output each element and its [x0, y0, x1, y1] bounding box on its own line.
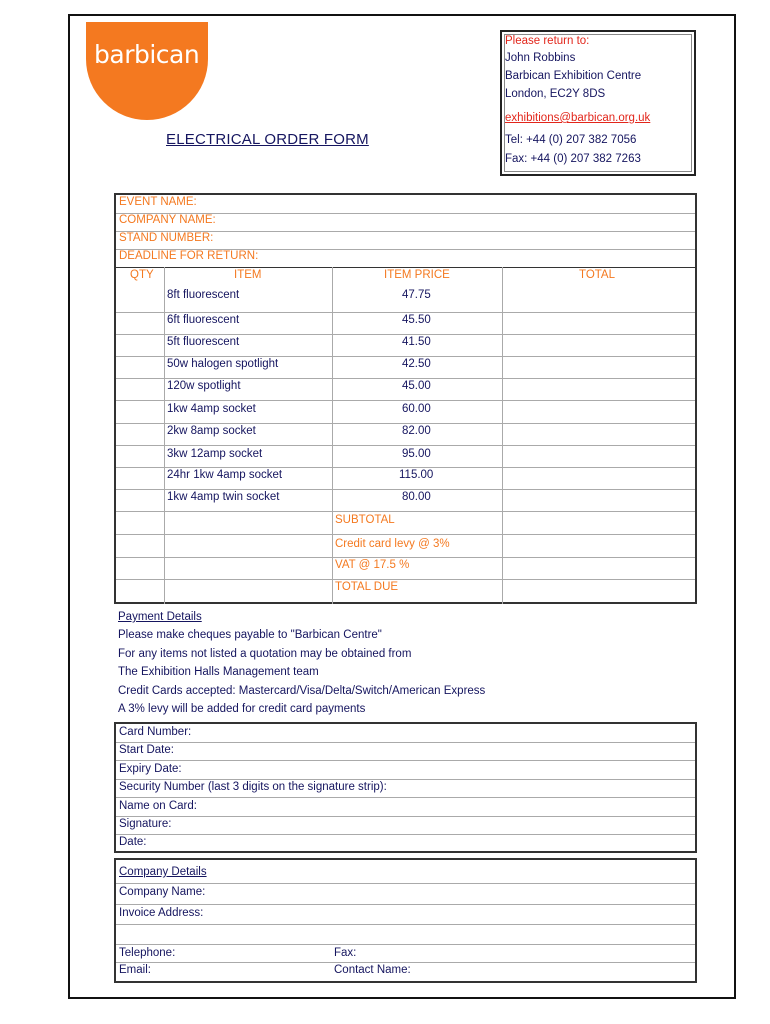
- row-item: 8ft fluorescent: [167, 289, 240, 301]
- return-tel: Tel: +44 (0) 207 382 7056: [505, 134, 637, 146]
- row-item: 6ft fluorescent: [167, 314, 240, 326]
- row-price: 82.00: [402, 425, 431, 437]
- row-price: 42.50: [402, 358, 431, 370]
- start-date-field[interactable]: Start Date:: [119, 744, 174, 756]
- row-divider: [116, 356, 695, 357]
- header-total: TOTAL: [579, 269, 615, 281]
- page-title: ELECTRICAL ORDER FORM: [166, 131, 369, 148]
- divider: [116, 797, 695, 798]
- divider: [116, 760, 695, 761]
- row-divider: [116, 423, 695, 424]
- column-divider: [164, 267, 165, 604]
- row-item: 24hr 1kw 4amp socket: [167, 469, 283, 481]
- row-divider: [116, 312, 695, 313]
- divider: [116, 904, 695, 905]
- payment-line-levy: A 3% levy will be added for credit card payments: [118, 703, 366, 715]
- fax-field[interactable]: Fax:: [334, 947, 357, 959]
- column-divider: [502, 267, 503, 604]
- divider: [116, 962, 695, 963]
- divider: [116, 834, 695, 835]
- return-address-box: [500, 30, 696, 176]
- column-divider: [332, 267, 333, 604]
- row-price: 60.00: [402, 403, 431, 415]
- expiry-date-field[interactable]: Expiry Date:: [119, 763, 182, 775]
- divider: [116, 883, 695, 884]
- return-org: Barbican Exhibition Centre: [505, 70, 642, 82]
- row-item: 1kw 4amp twin socket: [167, 491, 280, 503]
- stand-number-field[interactable]: STAND NUMBER:: [119, 232, 214, 244]
- row-price: 115.00: [399, 469, 434, 481]
- company-details-box: [114, 858, 697, 983]
- divider: [116, 924, 695, 925]
- row-price: 45.50: [402, 314, 431, 326]
- return-fax: Fax: +44 (0) 207 382 7263: [505, 153, 641, 165]
- payment-line-cards: Credit Cards accepted: Mastercard/Visa/Delta/Switch/American Express: [118, 685, 486, 697]
- row-divider: [116, 579, 695, 580]
- return-name: John Robbins: [505, 52, 576, 64]
- row-divider: [116, 489, 695, 490]
- invoice-address-field[interactable]: Invoice Address:: [119, 907, 204, 919]
- subtotal-label: SUBTOTAL: [335, 514, 395, 526]
- row-price: 95.00: [402, 448, 431, 460]
- row-item: 5ft fluorescent: [167, 336, 240, 348]
- row-item: 1kw 4amp socket: [167, 403, 256, 415]
- credit-card-levy-label: Credit card levy @ 3%: [335, 538, 450, 550]
- row-divider: [116, 334, 695, 335]
- header-item: ITEM: [234, 269, 262, 281]
- row-item: 50w halogen spotlight: [167, 358, 279, 370]
- header-qty: QTY: [130, 269, 154, 281]
- vat-label: VAT @ 17.5 %: [335, 559, 410, 571]
- contact-name-field[interactable]: Contact Name:: [334, 964, 411, 976]
- divider: [116, 816, 695, 817]
- header-item-price: ITEM PRICE: [384, 269, 450, 281]
- company-details-heading: Company Details: [119, 866, 207, 878]
- row-divider: [116, 467, 695, 468]
- card-details-box: [114, 722, 697, 853]
- row-item: 3kw 12amp socket: [167, 448, 263, 460]
- divider: [116, 944, 695, 945]
- telephone-field[interactable]: Telephone:: [119, 947, 176, 959]
- signature-field[interactable]: Signature:: [119, 818, 172, 830]
- company-name-field[interactable]: COMPANY NAME:: [119, 214, 216, 226]
- divider: [116, 267, 695, 268]
- row-item: 120w spotlight: [167, 380, 241, 392]
- order-table-box: [114, 193, 697, 604]
- email-field[interactable]: Email:: [119, 964, 151, 976]
- payment-line-cheques: Please make cheques payable to "Barbican Centre": [118, 629, 382, 641]
- card-number-field[interactable]: Card Number:: [119, 726, 192, 738]
- security-number-field[interactable]: Security Number (last 3 digits on the signature strip):: [119, 781, 387, 793]
- event-name-field[interactable]: EVENT NAME:: [119, 196, 197, 208]
- return-city: London, EC2Y 8DS: [505, 88, 606, 100]
- divider: [116, 742, 695, 743]
- row-item: 2kw 8amp socket: [167, 425, 256, 437]
- name-on-card-field[interactable]: Name on Card:: [119, 800, 197, 812]
- payment-line-quotation: For any items not listed a quotation may be obtained from: [118, 648, 412, 660]
- payment-details-heading: Payment Details: [118, 611, 202, 623]
- total-due-label: TOTAL DUE: [335, 581, 399, 593]
- row-price: 41.50: [402, 336, 431, 348]
- logo-text: barbican: [94, 40, 200, 69]
- row-divider: [116, 400, 695, 401]
- row-divider: [116, 557, 695, 558]
- payment-line-team: The Exhibition Halls Management team: [118, 666, 319, 678]
- row-price: 45.00: [402, 380, 431, 392]
- row-divider: [116, 511, 695, 512]
- card-date-field[interactable]: Date:: [119, 836, 147, 848]
- divider: [116, 779, 695, 780]
- return-heading: Please return to:: [505, 35, 590, 47]
- company-name-field[interactable]: Company Name:: [119, 886, 206, 898]
- row-divider: [116, 445, 695, 446]
- return-email-link[interactable]: exhibitions@barbican.org.uk: [505, 112, 651, 124]
- row-price: 80.00: [402, 491, 431, 503]
- row-price: 47.75: [402, 289, 431, 301]
- row-divider: [116, 378, 695, 379]
- deadline-field[interactable]: DEADLINE FOR RETURN:: [119, 250, 259, 262]
- row-divider: [116, 534, 695, 535]
